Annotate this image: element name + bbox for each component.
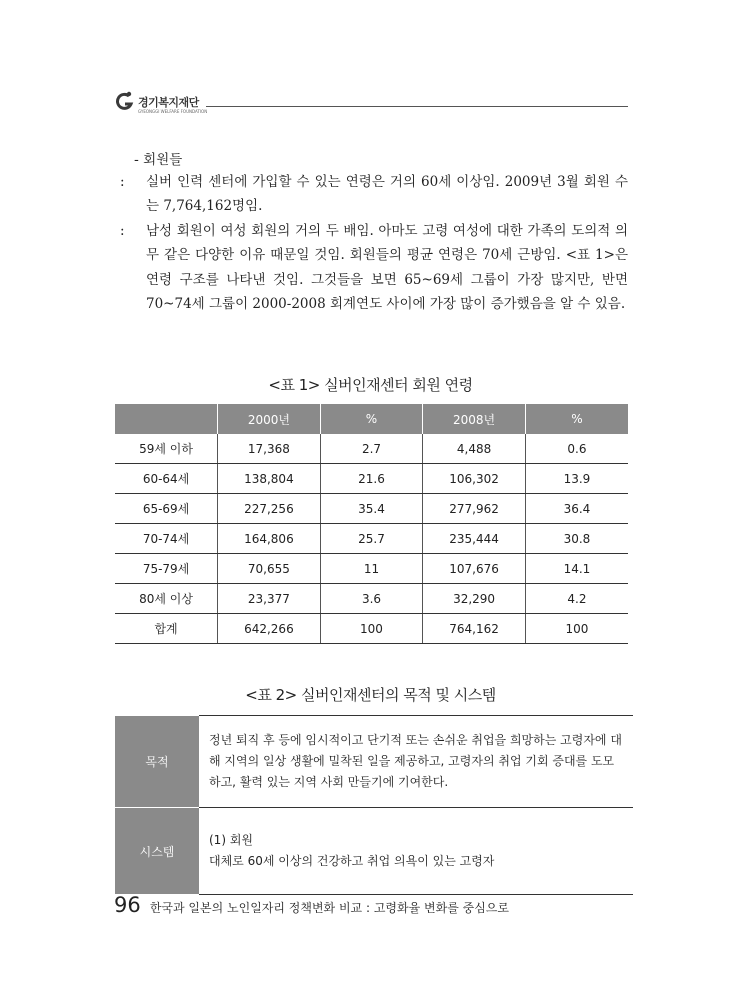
table-cell: 30.8 [525, 524, 628, 554]
table-cell: 35.4 [320, 494, 423, 524]
member-age-table [115, 404, 628, 644]
table-cell: 11 [320, 554, 423, 584]
table-row [115, 464, 628, 494]
table-cell: 100 [320, 614, 423, 644]
table-cell: 107,676 [423, 554, 526, 584]
table-cell: 65-69세 [115, 494, 218, 524]
foundation-name: 경기복지재단 [138, 96, 199, 109]
table-cell: 59세 이하 [115, 434, 218, 464]
table-cell: 2.7 [320, 434, 423, 464]
system-label: 시스템 [115, 808, 199, 895]
table-cell: 764,162 [423, 614, 526, 644]
item-mark: : [120, 223, 125, 239]
table1-caption: <표 1> 실버인재센터 회원 연령 [268, 376, 473, 394]
purpose-system-table [115, 715, 633, 895]
page-header [114, 90, 628, 120]
table-row [115, 554, 628, 584]
table-cell: 17,368 [218, 434, 321, 464]
table-header-cell: 2008년 [423, 404, 526, 434]
item-text: 남성 회원이 여성 회원의 거의 두 배임. 아마도 고령 여성에 대한 가족의 도의적 의무 같은 다양한 이유 때문일 것임. 회원들의 평균 연령은 70세 근방임. <표 1>은 연령 구조를 나타낸 것임. 그것들을 보면 65~69세 그룹이 가장 많지만, 반면 70~74세 그룹이 2000-2008 회계연도 사이에 가장 많이 증가했음을 알 수 있음. [146, 223, 628, 313]
table2-caption: <표 2> 실버인재센터의 목적 및 시스템 [245, 686, 496, 704]
body-item [120, 219, 628, 317]
table-cell: 70-74세 [115, 524, 218, 554]
table-cell: 32,290 [423, 584, 526, 614]
system-content [199, 808, 633, 895]
table-cell: 138,804 [218, 464, 321, 494]
table-row [115, 808, 633, 895]
table-row [115, 494, 628, 524]
goal-text: 정년 퇴직 후 등에 임시적이고 단기적 또는 손쉬운 취업을 희망하는 고령자에 대해 지역의 일상 생활에 밀착된 일을 제공하고, 고령자의 취업 기회 증대를 도모하고, 활력 있는 지역 사회 만들기에 기여한다. [199, 716, 633, 808]
page-number: 96 [114, 893, 141, 917]
table-cell: 합계 [115, 614, 218, 644]
foundation-logo-icon [114, 90, 134, 112]
system-line: (1) 회원 [209, 833, 253, 847]
table-cell: 100 [525, 614, 628, 644]
table-row [115, 524, 628, 554]
foundation-subtitle: GYEONGGI WELFARE FOUNDATION [138, 109, 208, 114]
table-cell: 14.1 [525, 554, 628, 584]
section-heading: - 회원들 [134, 152, 183, 168]
table-row [115, 584, 628, 614]
table-cell: 4,488 [423, 434, 526, 464]
table-cell: 106,302 [423, 464, 526, 494]
table-cell: 75-79세 [115, 554, 218, 584]
item-mark: : [120, 174, 125, 190]
table-row [115, 434, 628, 464]
header-rule [206, 106, 628, 107]
table-cell: 36.4 [525, 494, 628, 524]
table-cell: 164,806 [218, 524, 321, 554]
table-cell: 235,444 [423, 524, 526, 554]
table-header-cell: % [320, 404, 423, 434]
system-line: 대체로 60세 이상의 건강하고 취업 의욕이 있는 고령자 [209, 854, 495, 868]
table-cell: 80세 이상 [115, 584, 218, 614]
table-cell: 4.2 [525, 584, 628, 614]
table-cell: 13.9 [525, 464, 628, 494]
table-cell: 277,962 [423, 494, 526, 524]
table-cell: 227,256 [218, 494, 321, 524]
table-header-cell [115, 404, 218, 434]
table-cell: 21.6 [320, 464, 423, 494]
table-cell: 60-64세 [115, 464, 218, 494]
table-cell: 25.7 [320, 524, 423, 554]
goal-label: 목적 [115, 716, 199, 808]
table-cell: 3.6 [320, 584, 423, 614]
page-footer [114, 893, 634, 917]
body-item [120, 170, 628, 219]
book-title: 한국과 일본의 노인일자리 정책변화 비교 : 고령화율 변화를 중심으로 [149, 901, 509, 915]
table-cell: 23,377 [218, 584, 321, 614]
table-cell: 642,266 [218, 614, 321, 644]
table-cell: 0.6 [525, 434, 628, 464]
item-text: 실버 인력 센터에 가입할 수 있는 연령은 거의 60세 이상임. 2009년 3월 회원 수는 7,764,162명임. [146, 174, 628, 215]
table-header-row [115, 404, 628, 434]
table-total-row [115, 614, 628, 644]
table-header-cell: 2000년 [218, 404, 321, 434]
table-cell: 70,655 [218, 554, 321, 584]
table-header-cell: % [525, 404, 628, 434]
table-row [115, 716, 633, 808]
